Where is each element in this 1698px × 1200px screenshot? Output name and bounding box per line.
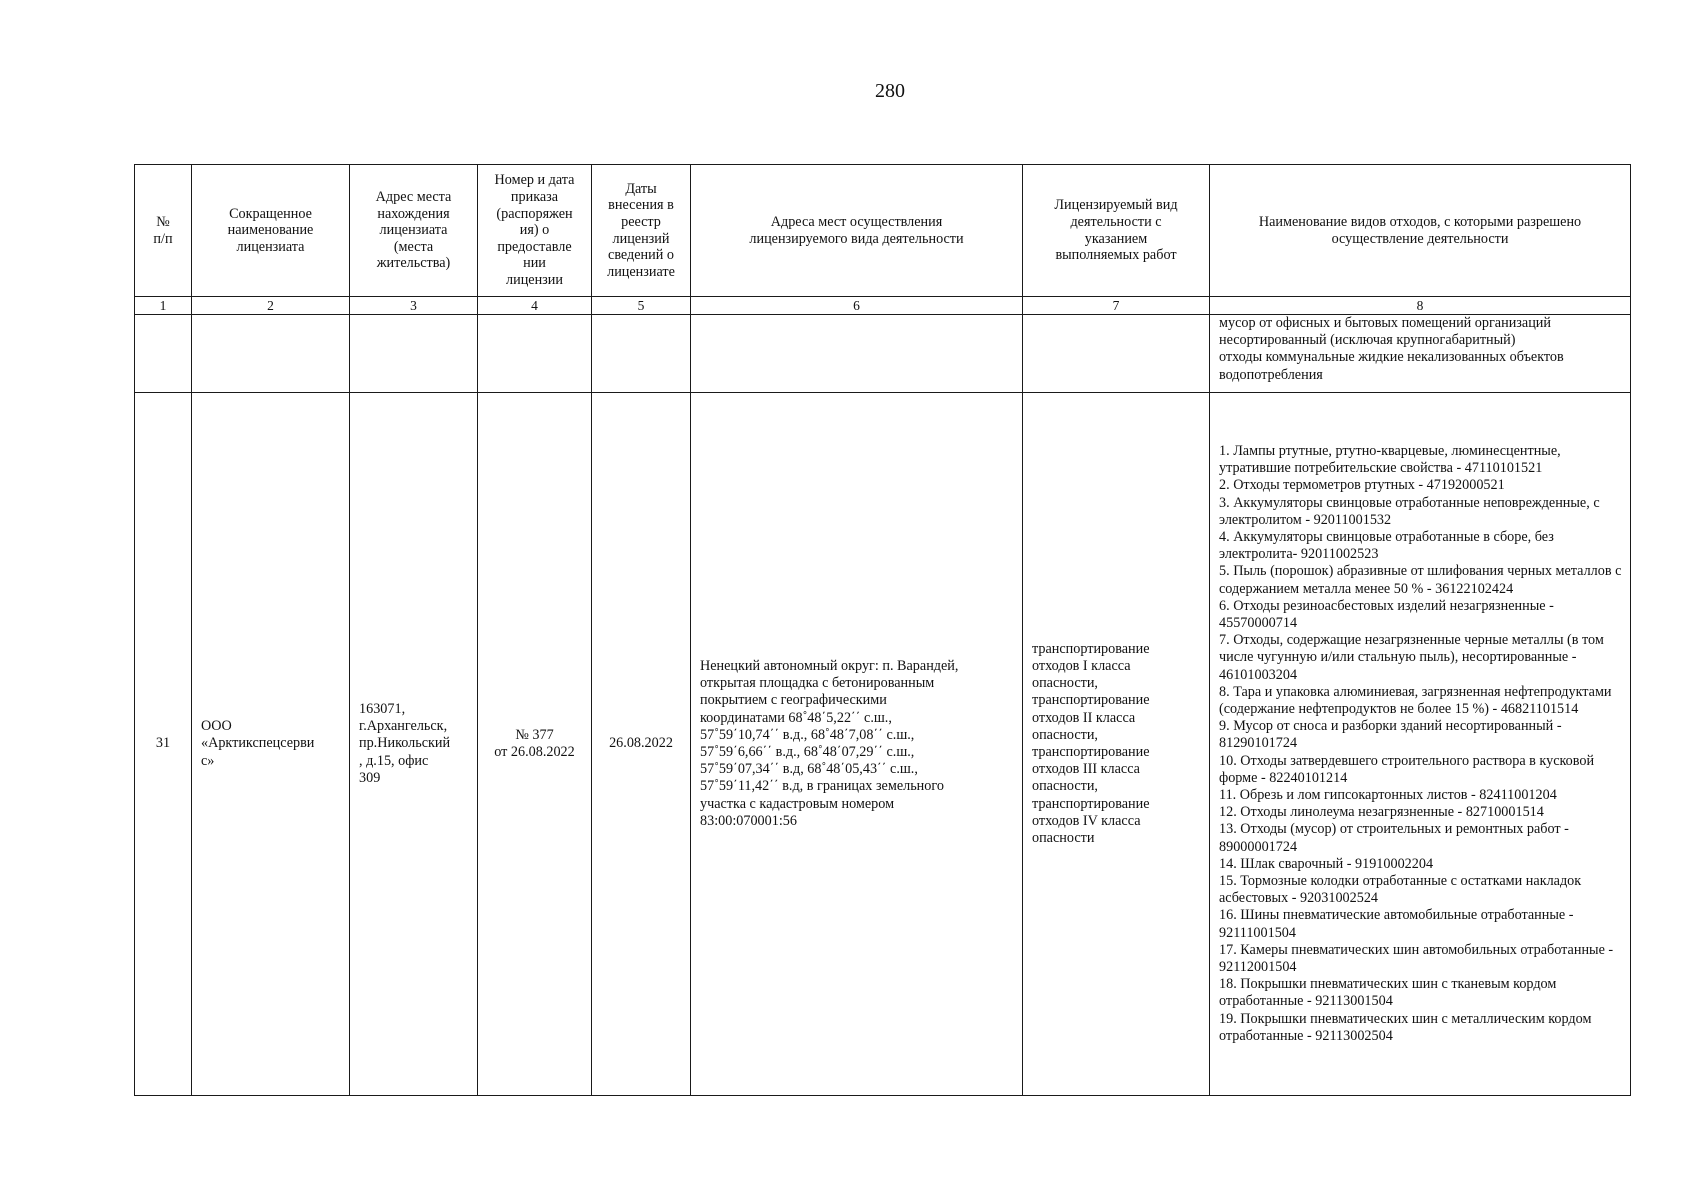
page-number: 280 (875, 80, 905, 102)
waste-item: 15. Тормозные колодки отработанные с остатками накладок асбестовых - 92031002524 (1219, 873, 1582, 907)
header-licensee: Сокращенное наименование лицензиата (192, 165, 350, 297)
waste-item: 4. Аккумуляторы свинцовые отработанные в сборе, без электролита- 92011002523 (1219, 528, 1554, 563)
header-address: Адрес места нахождения лицензиата (места жительства) (350, 165, 478, 297)
column-number: 6 (691, 297, 1023, 315)
column-number: 3 (350, 297, 478, 315)
waste-item: 14. Шлак сварочный - 91910002204 (1219, 855, 1434, 872)
waste-item: 12. Отходы линолеума незагрязненные - 82710001514 (1219, 804, 1544, 821)
table-row (135, 393, 1631, 1096)
entry-order: № 377 от 26.08.2022 (478, 393, 592, 1096)
column-number: 7 (1023, 297, 1210, 315)
empty-cell (350, 315, 478, 393)
header-wastes: Наименование видов отходов, с которыми разрешено осуществление деятельности (1210, 165, 1631, 297)
entry-activity-address: Ненецкий автономный округ: п. Варандей, открытая площадка с бетонированным покрытием с географическими координатами 68˚48΄5,22΄΄ с.ш., 57˚59΄10,74΄΄ в.д., 68˚48΄7,08΄΄ с.ш., 57˚59΄6,66΄΄ в.д., 68˚48΄07,29΄΄ с.ш., 57˚59΄07,34΄΄ в.д, 68˚48΄05,43΄΄ с.ш., 57˚59΄11,42΄΄ в.д, в границах земельного участка с кадастровым номером 83:00:070001:56 (691, 393, 1023, 1096)
header-registry-date: Даты внесения в реестр лицензий сведений о лицензиате (592, 165, 691, 297)
waste-item: 10. Отходы затвердевшего строительного раствора в кусковой форме - 82240101214 (1219, 752, 1595, 786)
waste-item: 7. Отходы, содержащие незагрязненные черные металлы (в том числе чугунную и/или стальную пыль), несортированные - 46101003204 (1219, 632, 1604, 683)
waste-item: 16. Шины пневматические автомобильные отработанные - 92111001504 (1219, 907, 1574, 941)
waste-item: 3. Аккумуляторы свинцовые отработанные неповрежденные, с электролитом - 92011001532 (1219, 494, 1600, 528)
waste-item: 13. Отходы (мусор) от строительных и ремонтных работ - 89000001724 (1219, 821, 1569, 855)
header-row (135, 165, 1631, 297)
waste-item: 1. Лампы ртутные, ртутно-кварцевые, люминесцентные, утратившие потребительские свойства - 47110101521 (1219, 442, 1561, 477)
empty-cell (1023, 315, 1210, 393)
waste-item: 19. Покрышки пневматических шин с металлическим кордом отработанные - 92113002504 (1219, 1010, 1592, 1044)
empty-cell (478, 315, 592, 393)
waste-item: 8. Тара и упаковка алюминиевая, загрязненная нефтепродуктами (содержание нефтепродуктов не более 15 %) - 46821101514 (1219, 683, 1612, 717)
column-number: 5 (592, 297, 691, 315)
entry-registry-date: 26.08.2022 (592, 393, 691, 1096)
entry-wastes (1210, 393, 1631, 1096)
column-number: 2 (192, 297, 350, 315)
empty-cell (192, 315, 350, 393)
waste-item: 5. Пыль (порошок) абразивные от шлифования черных металлов с содержанием металла менее 50 % - 36122102424 (1219, 563, 1622, 597)
waste-item: 6. Отходы резиноасбестовых изделий незагрязненные - 45570000714 (1219, 597, 1554, 631)
column-number: 8 (1210, 297, 1631, 315)
entry-address: 163071, г.Архангельск, пр.Никольский , д.15, офис 309 (350, 393, 478, 1096)
empty-cell (592, 315, 691, 393)
waste-item: 11. Обрезь и лом гипсокартонных листов - 82411001204 (1219, 787, 1557, 803)
waste-item: 2. Отходы термометров ртутных - 47192000521 (1219, 477, 1505, 494)
empty-cell (135, 315, 192, 393)
header-order: Номер и дата приказа (распоряжен ия) о предоставле нии лицензии (478, 165, 592, 297)
continuation-row (135, 315, 1631, 393)
entry-number: 31 (135, 393, 192, 1096)
waste-item: 18. Покрышки пневматических шин с тканевым кордом отработанные - 92113001504 (1219, 976, 1557, 1010)
waste-item: 9. Мусор от сноса и разборки зданий несортированный - 81290101724 (1219, 718, 1562, 752)
license-registry-table (134, 164, 1631, 1096)
header-number: № п/п (135, 165, 192, 297)
column-number: 4 (478, 297, 592, 315)
entry-activity: транспортирование отходов I класса опасности, транспортирование отходов II класса опасности, транспортирование отходов III класса опасности, транспортирование отходов IV класса опасности (1023, 393, 1210, 1096)
waste-item: 17. Камеры пневматических шин автомобильных отработанные - 92112001504 (1219, 941, 1614, 976)
column-number-row (135, 297, 1631, 315)
entry-licensee: ООО «Арктикспецсерви с» (192, 393, 350, 1096)
column-number: 1 (135, 297, 192, 315)
continuation-wastes: мусор от офисных и бытовых помещений организаций несортированный (исключая крупногабаритный) отходы коммунальные жидкие некализованных объектов водопотребления (1210, 315, 1631, 393)
empty-cell (691, 315, 1023, 393)
header-activity: Лицензируемый вид деятельности с указанием выполняемых работ (1023, 165, 1210, 297)
header-activity-address: Адреса мест осуществления лицензируемого вида деятельности (691, 165, 1023, 297)
